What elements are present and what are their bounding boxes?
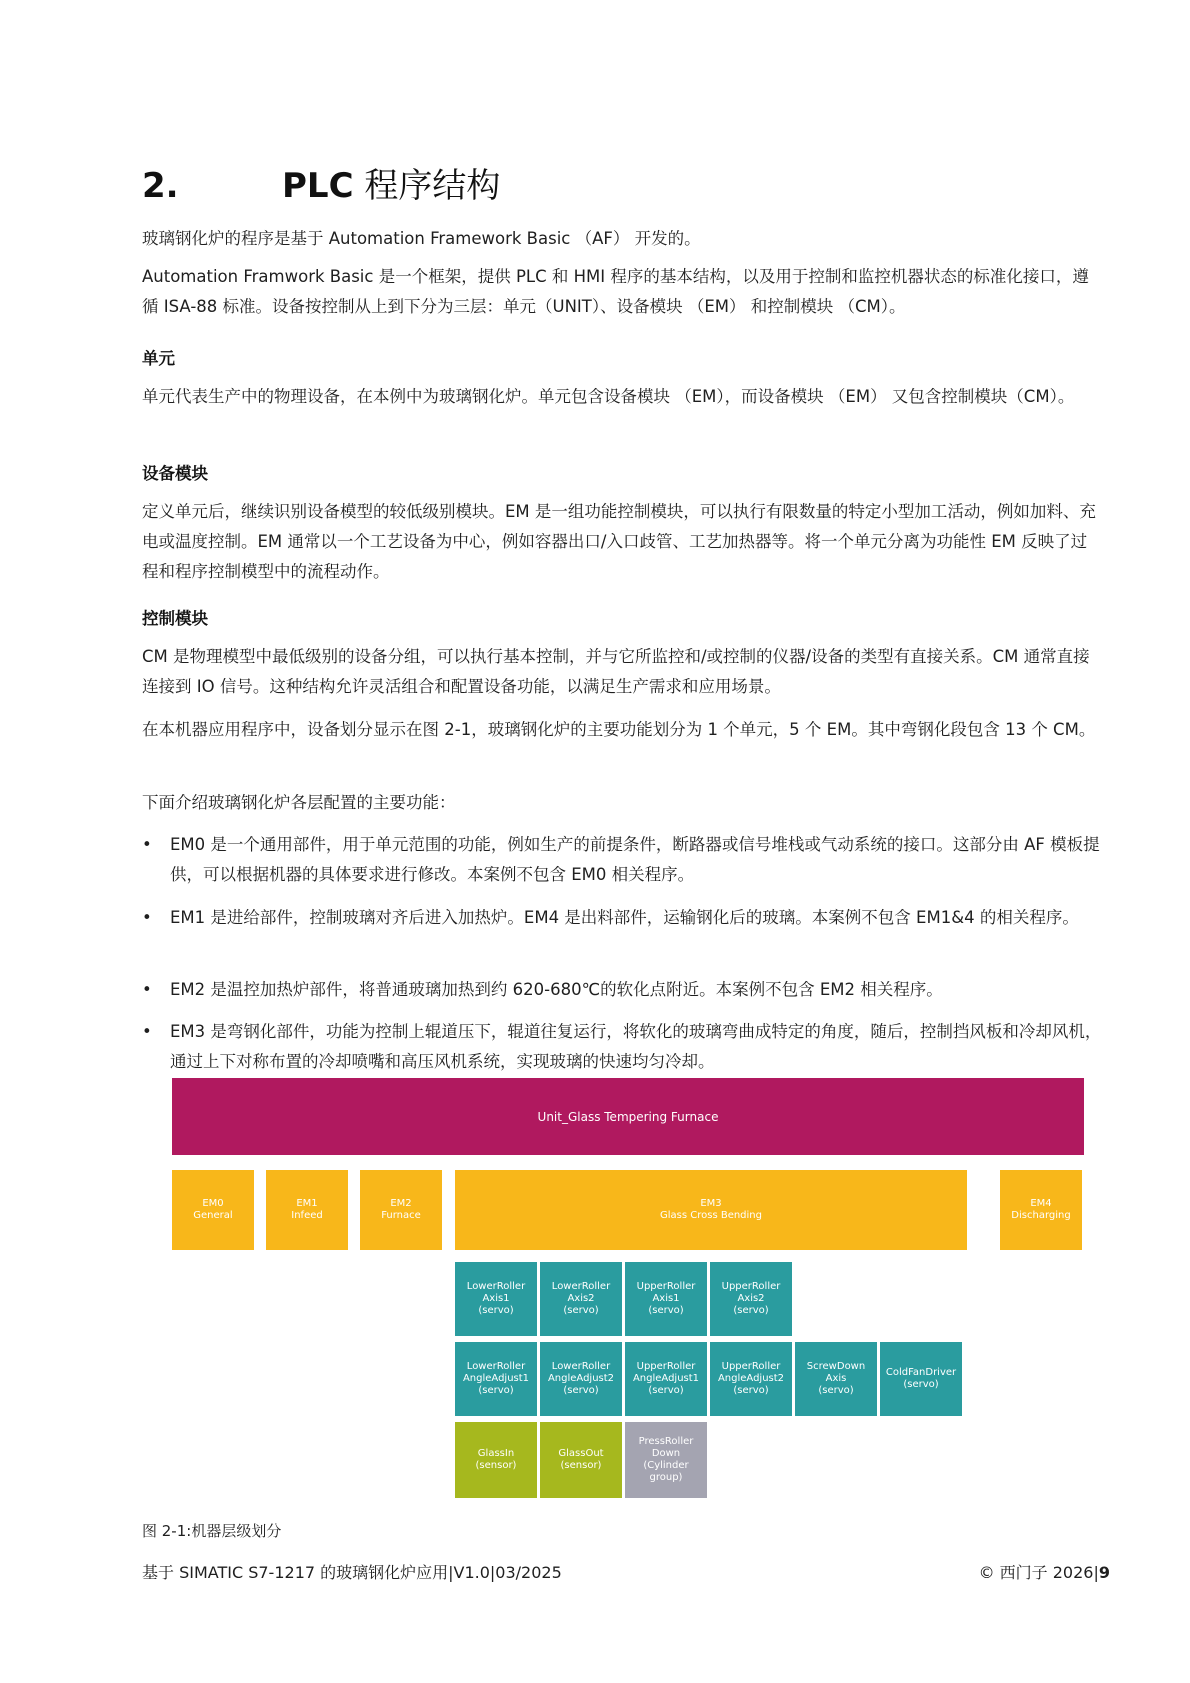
paragraph-framework: Automation Framwork Basic 是一个框架，提供 PLC 和 HMI 程序的基本结构，以及用于控制和监控机器状态的标准化接口，遵循 ISA-88 标准。设备按控制从上到下分为三层：单元（UNIT）、设备模块 （EM） 和控制模块 （CM）。 xyxy=(142,267,1089,316)
cm-block: LowerRoller AngleAdjust1 (servo) xyxy=(455,1342,537,1416)
cm-block: UpperRoller AngleAdjust2 (servo) xyxy=(710,1342,792,1416)
section-title-rest: 程序结构 xyxy=(353,166,501,206)
cm-block: UpperRoller Axis1 (servo) xyxy=(625,1262,707,1336)
paragraph-application: 在本机器应用程序中，设备划分显示在图 2-1，玻璃钢化炉的主要功能划分为 1 个单元，5 个 EM。其中弯钢化段包含 13 个 CM。 xyxy=(142,720,1096,739)
footer-document-title: 基于 SIMATIC S7-1217 的玻璃钢化炉应用|V1.0|03/2025 xyxy=(142,1563,562,1582)
cm-block: LowerRoller Axis2 (servo) xyxy=(540,1262,622,1336)
em3-block: EM3 Glass Cross Bending xyxy=(455,1170,967,1250)
footer-copyright: © 西门子 2026|9 xyxy=(978,1563,1110,1582)
paragraph-equipment-module: 定义单元后，继续识别设备模型的较低级别模块。EM 是一组功能控制模块，可以执行有限数量的特定小型加工活动，例如加料、充电或温度控制。EM 通常以一个工艺设备为中心，例如容器出口/入口歧管、工艺加热器等。将一个单元分离为功能性 EM 反映了过程和程序控制模型中的流程动作。 xyxy=(142,502,1096,581)
list-item: • EM0 是一个通用部件，用于单元范围的功能，例如生产的前提条件，断路器或信号堆栈或气动系统的接口。这部分由 AF 模板提供，可以根据机器的具体要求进行修改。本案例不包含 EM0 相关程序。 xyxy=(142,830,1102,890)
paragraph-list-intro: 下面介绍玻璃钢化炉各层配置的主要功能： xyxy=(142,793,456,812)
cm-block: ColdFanDriver (servo) xyxy=(880,1342,962,1416)
paragraph-intro: 玻璃钢化炉的程序是基于 Automation Framework Basic （AF） 开发的。 xyxy=(142,229,701,248)
bullet-dot-icon: • xyxy=(142,835,152,854)
figure-caption: 图 2-1:机器层级划分 xyxy=(142,1522,282,1540)
cm-block: UpperRoller Axis2 (servo) xyxy=(710,1262,792,1336)
cm-block: PressRoller Down (Cylinder group) xyxy=(625,1422,707,1498)
subheading-unit: 单元 xyxy=(142,349,175,368)
paragraph-unit: 单元代表生产中的物理设备，在本例中为玻璃钢化炉。单元包含设备模块 （EM），而设备模块 （EM） 又包含控制模块（CM）。 xyxy=(142,387,1075,406)
machine-hierarchy-diagram xyxy=(172,1078,1084,1502)
section-title-bold: PLC xyxy=(282,166,354,206)
bullet-dot-icon: • xyxy=(142,1022,152,1041)
list-item: • EM2 是温控加热炉部件，将普通玻璃加热到约 620-680℃的软化点附近。本案例不包含 EM2 相关程序。 xyxy=(142,975,1102,1005)
em2-block: EM2 Furnace xyxy=(360,1170,442,1250)
unit-block: Unit_Glass Tempering Furnace xyxy=(172,1078,1084,1155)
cm-block: LowerRoller Axis1 (servo) xyxy=(455,1262,537,1336)
subheading-control-module: 控制模块 xyxy=(142,609,208,628)
paragraph-control-module: CM 是物理模型中最低级别的设备分组，可以执行基本控制，并与它所监控和/或控制的仪器/设备的类型有直接关系。CM 通常直接连接到 IO 信号。这种结构允许灵活组合和配置设备功能，以满足生产需求和应用场景。 xyxy=(142,647,1090,696)
cm-block: ScrewDown Axis (servo) xyxy=(795,1342,877,1416)
cm-block: GlassIn (sensor) xyxy=(455,1422,537,1498)
bullet-dot-icon: • xyxy=(142,980,152,999)
section-number: 2. xyxy=(142,166,179,206)
list-item: • EM3 是弯钢化部件，功能为控制上辊道压下，辊道往复运行，将软化的玻璃弯曲成特定的角度，随后，控制挡风板和冷却风机，通过上下对称布置的冷却喷嘴和高压风机系统，实现玻璃的快速均匀冷却。 xyxy=(142,1017,1102,1077)
cm-block: LowerRoller AngleAdjust2 (servo) xyxy=(540,1342,622,1416)
subheading-equipment-module: 设备模块 xyxy=(142,464,208,483)
em0-block: EM0 General xyxy=(172,1170,254,1250)
page-number: 9 xyxy=(1098,1563,1110,1582)
em4-block: EM4 Discharging xyxy=(1000,1170,1082,1250)
list-item: • EM1 是进给部件，控制玻璃对齐后进入加热炉。EM4 是出料部件，运输钢化后的玻璃。本案例不包含 EM1&4 的相关程序。 xyxy=(142,903,1102,933)
bullet-dot-icon: • xyxy=(142,908,152,927)
section-heading xyxy=(142,158,500,207)
em1-block: EM1 Infeed xyxy=(266,1170,348,1250)
cm-block: UpperRoller AngleAdjust1 (servo) xyxy=(625,1342,707,1416)
cm-block: GlassOut (sensor) xyxy=(540,1422,622,1498)
